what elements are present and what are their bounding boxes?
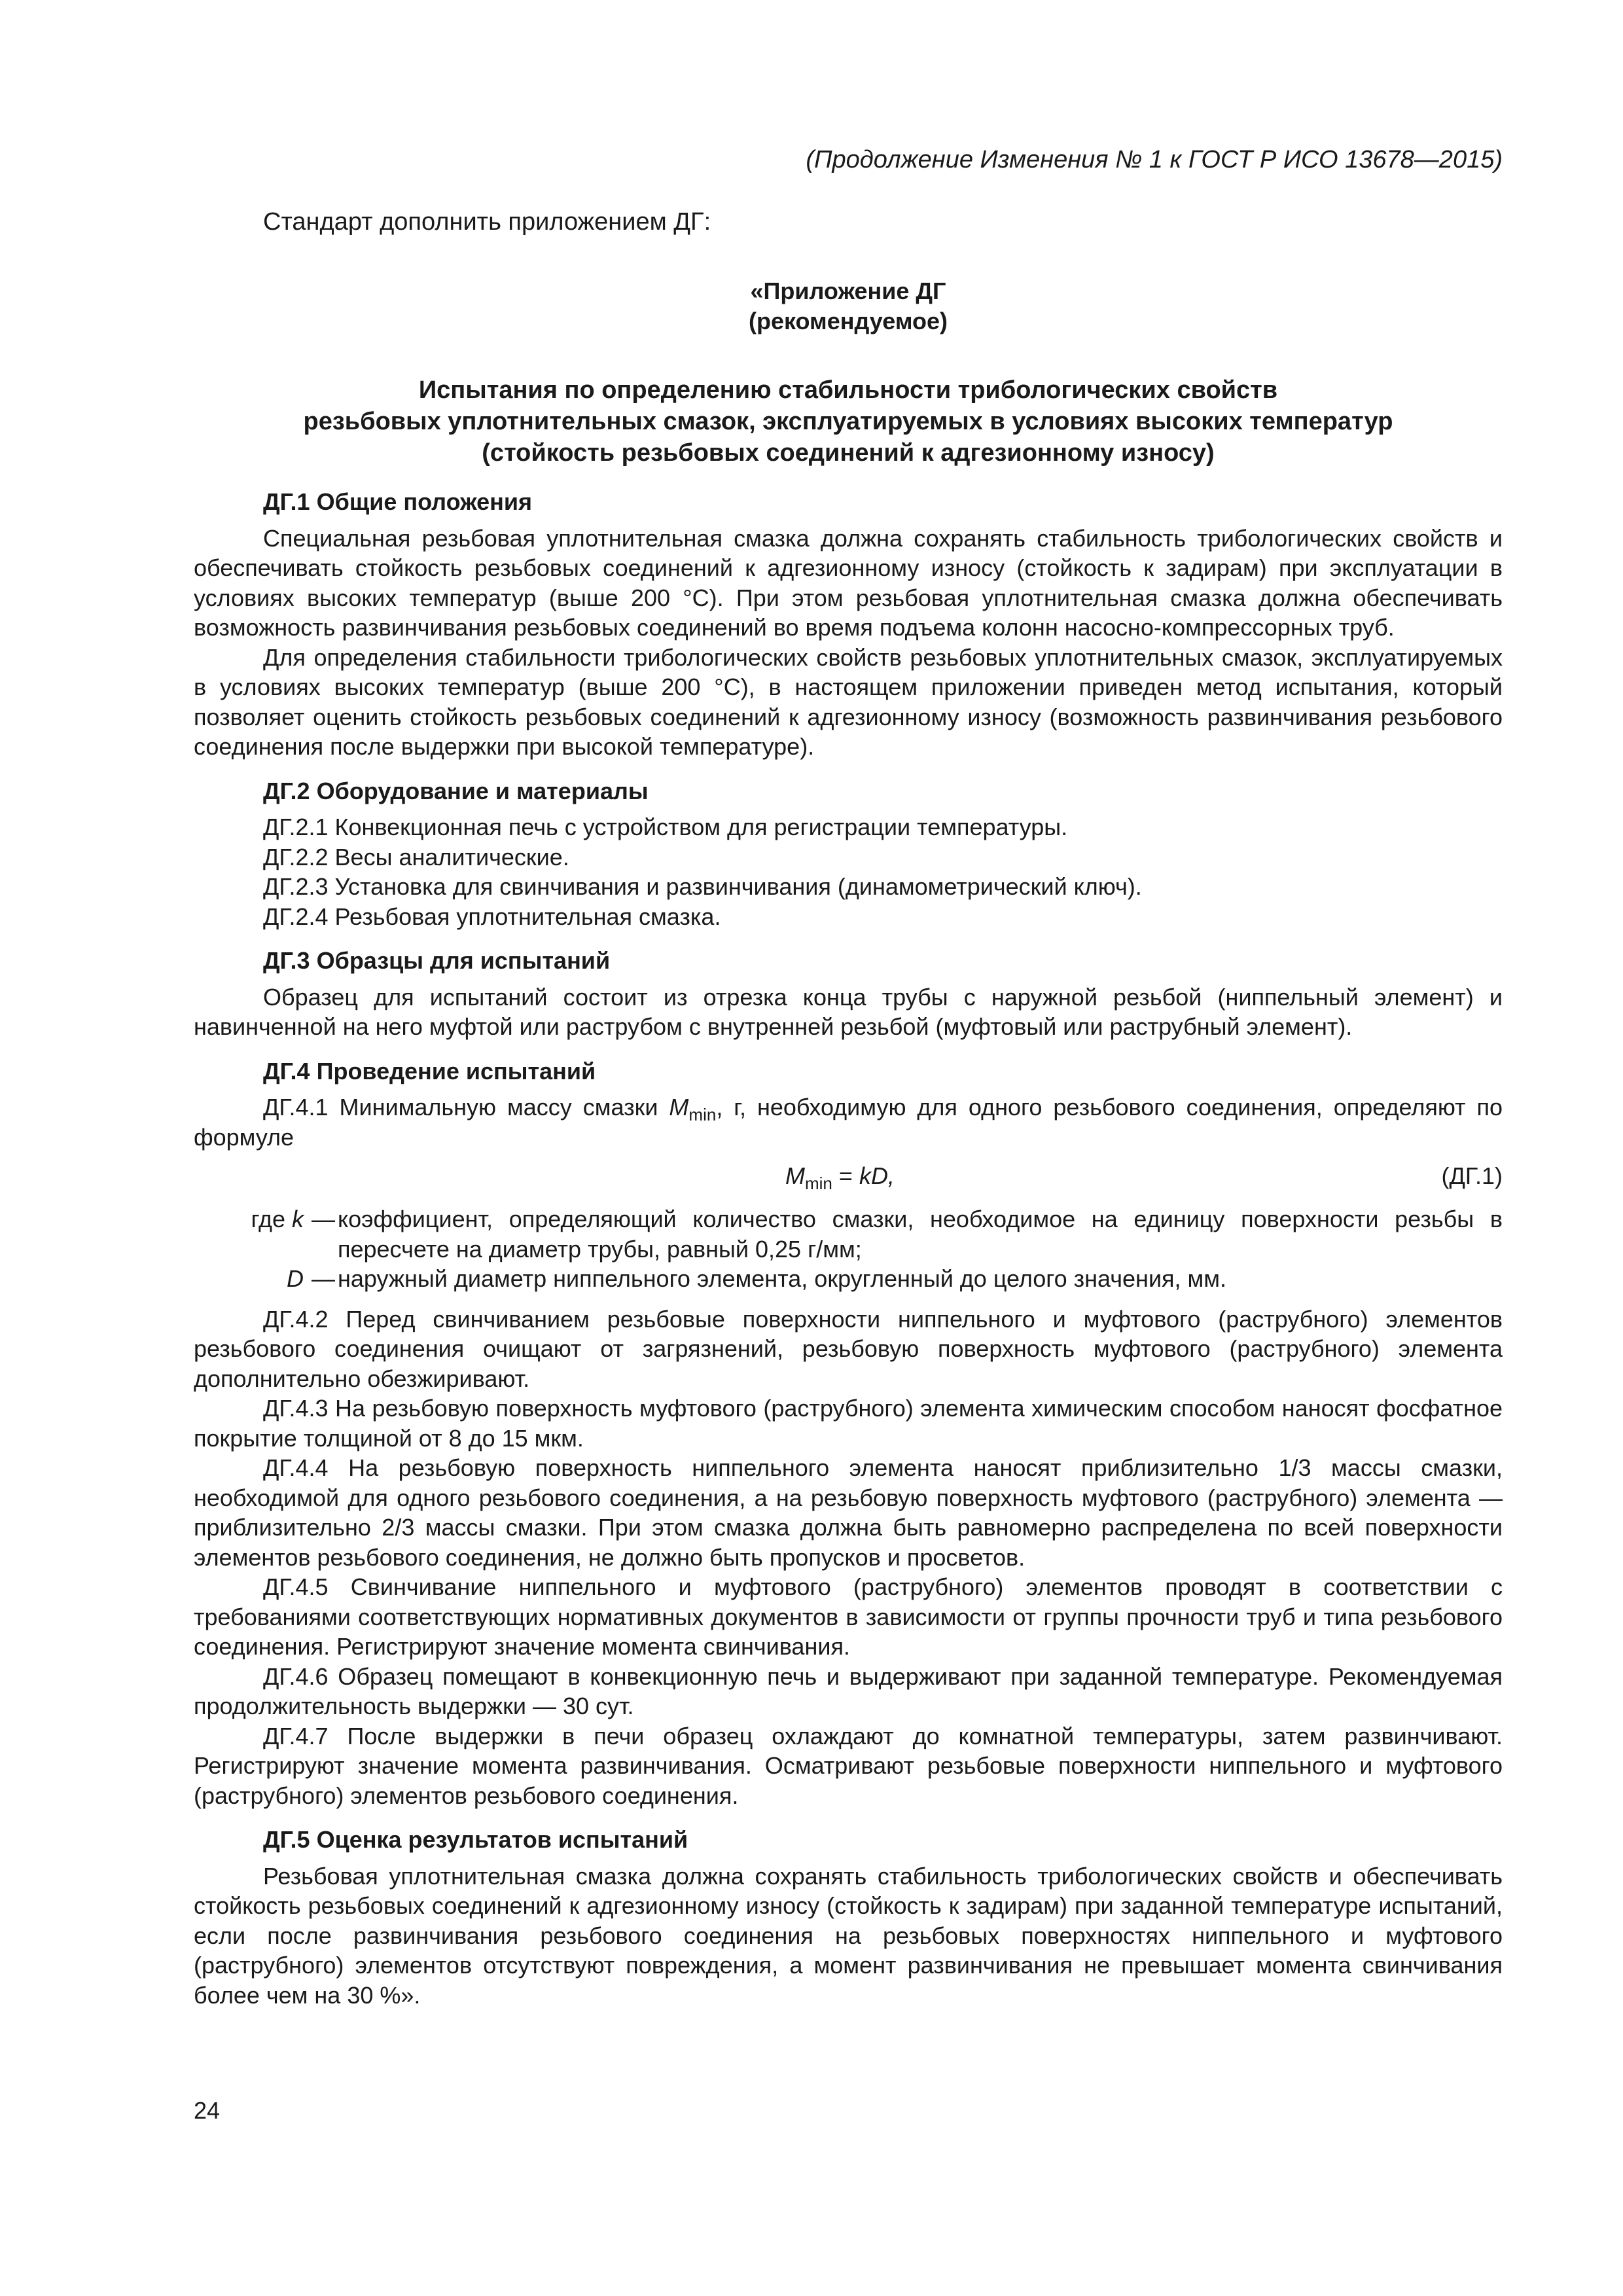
symbol-subscript: min: [688, 1105, 717, 1124]
paragraph: ДГ.4.6 Образец помещают в конвекционную печь и выдерживают при заданной температуре. Рекомендуемая продолжительность выдержки — 30 сут.: [194, 1662, 1503, 1719]
formula-row: [194, 1156, 1503, 1199]
symbol-k: k: [292, 1206, 304, 1232]
text-run: , г, необходимую для одного резьбового соединения, определяют по формуле: [194, 1094, 1503, 1151]
paragraph: Специальная резьбовая уплотнительная смазка должна сохранять стабильность трибологических свойств и обеспечивать стойкость резьбовых соединений к адгезионному износу (стойкость к задирам) при эксплуатации в условиях высоких температур (выше 200 °С). При этом резьбовая уплотнительная смазка должна обеспечивать возможность развинчивания резьбовых соединений во время подъема колонн насосно-компрессорных труб.: [194, 524, 1503, 641]
list-item: ДГ.2.1 Конвекционная печь с устройством для регистрации температуры.: [263, 814, 1068, 840]
list-item: ДГ.2.3 Установка для свинчивания и развинчивания (динамометрический ключ).: [263, 873, 1142, 900]
definition-term: [194, 1204, 309, 1234]
definition-text: наружный диаметр ниппельного элемента, округленный до целого значения, мм.: [338, 1265, 1227, 1292]
formula-equals: =: [832, 1162, 859, 1189]
variable-definitions: [194, 1204, 1503, 1294]
definition-row: [194, 1204, 1503, 1264]
appendix-heading: [194, 276, 1503, 336]
running-header: (Продолжение Изменения № 1 к ГОСТ Р ИСО 13678—2015): [806, 146, 1503, 173]
page-number: 24: [194, 2097, 221, 2124]
paragraph: ДГ.4.7 После выдержки в печи образец охлаждают до комнатной температуры, затем развинчивают. Регистрируют значение момента развинчивания. Осматривают резьбовые поверхности ниппельного и муфтового (раструбного) элементов резьбового соединения.: [194, 1722, 1503, 1809]
definition-row: [194, 1264, 1503, 1294]
paragraph: ДГ.4.2 Перед свинчиванием резьбовые поверхности ниппельного и муфтового (раструбного) элементов резьбового соединения очищают от загрязнений, резьбовую поверхность муфтового (раструбного) элемента дополнительно обезжиривают.: [194, 1305, 1503, 1392]
definition-dash: —: [312, 1265, 335, 1292]
title-line: (стойкость резьбовых соединений к адгезионному износу): [482, 439, 1215, 467]
formula-number: (ДГ.1): [1441, 1162, 1503, 1189]
appendix-title: [194, 374, 1503, 469]
section-title-results: ДГ.5 Оценка результатов испытаний: [263, 1826, 688, 1853]
paragraph: Образец для испытаний состоит из отрезка конца трубы с наружной резьбой (ниппельный элемент) и навинченной на него муфтой или раструбом с внутренней резьбой (муфтовый или раструбный элемент).: [194, 983, 1503, 1040]
definition-text: коэффициент, определяющий количество смазки, необходимое на единицу поверхности резьбы в пересчете на диаметр трубы, равный 0,25 г/мм;: [338, 1206, 1503, 1263]
paragraph: Резьбовая уплотнительная смазка должна сохранять стабильность трибологических свойств и обеспечивать стойкость резьбовых соединений к адгезионному износу (стойкость к задирам) при заданной температуре испытаний, если после развинчивания резьбового соединения на резьбовых поверхностях ниппельного и муфтового (раструбного) элементов отсутствуют повреждения, а момент развинчивания не превышает момента свинчивания более чем на 30 %».: [194, 1862, 1503, 2009]
paragraph: ДГ.4.4 На резьбовую поверхность ниппельного элемента наносят приблизительно 1/3 массы смазки, необходимой для одного резьбового соединения, а на резьбовую поверхность муфтового (раструбного) элемента — приблизительно 2/3 массы смазки. При этом смазка должна быть равномерно распределена по всей поверхности элементов резьбового соединения, не должно быть пропусков и просветов.: [194, 1454, 1503, 1571]
paragraph: ДГ.4.5 Свинчивание ниппельного и муфтового (раструбного) элементов проводят в соответствии с требованиями соответствующих нормативных документов в зависимости от группы прочности труб и типа резьбового соединения. Регистрируют значение момента свинчивания.: [194, 1573, 1503, 1660]
paragraph: ДГ.4.3 На резьбовую поверхность муфтового (раструбного) элемента химическим способом наносят фосфатное покрытие толщиной от 8 до 15 мкм.: [194, 1395, 1503, 1452]
symbol-d: D: [287, 1265, 304, 1292]
section-title-samples: ДГ.3 Образцы для испытаний: [263, 947, 611, 974]
title-line: резьбовых уплотнительных смазок, эксплуатируемых в условиях высоких температур: [303, 408, 1393, 435]
section-title-testing: ДГ.4 Проведение испытаний: [263, 1057, 596, 1085]
symbol-m: M: [669, 1094, 689, 1121]
appendix-label: «Приложение ДГ: [750, 278, 946, 304]
section-title-equipment: ДГ.2 Оборудование и материалы: [263, 777, 649, 804]
formula-lhs: M: [785, 1162, 805, 1189]
list-item: ДГ.2.4 Резьбовая уплотнительная смазка.: [263, 903, 721, 930]
definition-term: [194, 1264, 309, 1294]
section-title-general: ДГ.1 Общие положения: [263, 488, 533, 515]
list-item: ДГ.2.2 Весы аналитические.: [263, 843, 569, 870]
appendix-status: (рекомендуемое): [749, 308, 948, 334]
formula-rhs: kD,: [859, 1162, 895, 1189]
where-label: где: [251, 1206, 285, 1232]
formula: [785, 1161, 895, 1191]
paragraph: Для определения стабильности трибологических свойств резьбовых уплотнительных смазок, эксплуатируемых в условиях высоких температур (выше 200 °С), в настоящем приложении приведен метод испытания, который позволяет оценить стойкость резьбовых соединений к адгезионному износу (возможность развинчивания резьбового соединения после выдержки при высокой температуре).: [194, 643, 1503, 760]
page-content: [194, 141, 1503, 2010]
definition-dash: —: [312, 1206, 335, 1232]
formula-subscript: min: [805, 1174, 832, 1193]
text-run: ДГ.4.1 Минимальную массу смазки: [263, 1094, 669, 1121]
title-line: Испытания по определению стабильности трибологических свойств: [418, 376, 1278, 404]
paragraph-formula-intro: [194, 1092, 1503, 1152]
intro-text: Стандарт дополнить приложением ДГ:: [263, 208, 711, 236]
